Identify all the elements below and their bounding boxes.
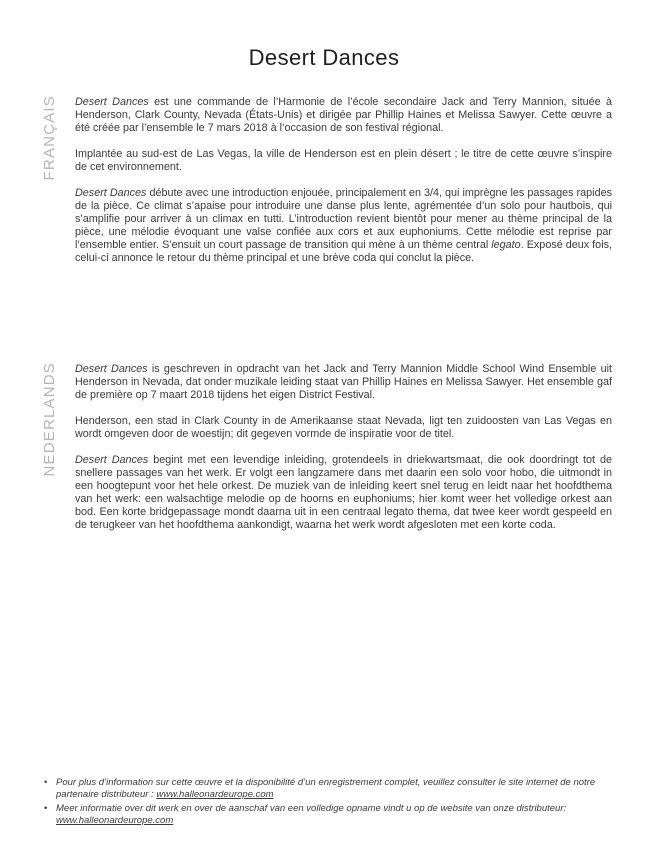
paragraph-fr-1: Desert Dances est une commande de l’Harmonie de l’école secondaire Jack and Terry Mannion, située à Henderson, Clark County, Nevada (États-Unis) et dirigée par Phillip Haines et Melissa Sawyer. Cette œuvre a été créée par l’ensemble le 7 mars 2018 à l’occasion de son festival régional. [75, 96, 612, 134]
distributor-link-nl[interactable]: www.halleonardeurope.com [56, 814, 174, 826]
footer-note-nl [42, 803, 614, 828]
footer-note-nl-text: Meer informatie over dit werk en over de aanschaf van een volledige opname vindt u op de website van onze distributeur: [56, 802, 567, 814]
paragraph-nl-1: Desert Dances is geschreven in opdracht van het Jack and Terry Mannion Middle School Wind Ensemble uit Henderson in Nevada, dat onder muzikale leiding staat van Phillip Haines en Melissa Sawyer. Het ensemble gaf de première op 7 maart 2018 tijdens het eigen District Festival. [75, 363, 612, 401]
footer-note-fr-text: Pour plus d’information sur cette œuvre et la disponibilité d’un enregistrement complet, veuillez consulter le site internet de notre partenaire distributeur : [56, 777, 596, 801]
paragraph-nl-3: Desert Dances begint met een levendige inleiding, grotendeels in driekwartsmaat, die ook doordringt tot de snellere passages van het werk. Er volgt een langzamere dans met daarin een solo voor hobo, die uitmondt in een hoogtepunt voor het hele orkest. De muziek van de inleiding keert snel terug en leidt naar het hoofdthema van het werk: een walsachtige melodie op de hoorns en euphoniums; hier komt weer het volledige orkest aan bod. Een korte bridgepassage mondt daarna uit in een centraal legato thema, dat twee keer wordt gespeeld en de terugkeer van het hoofdthema aankondigt, waarna het werk wordt afgesloten met een korte coda. [75, 454, 612, 531]
page-title: Desert Dances [248, 45, 400, 70]
paragraph-nl-2: Henderson, een stad in Clark County in de Amerikaanse staat Nevada, ligt ten zuidoosten van Las Vegas en wordt omgeven door de woestijn; dit gegeven vormde de inspiratie voor de titel. [75, 415, 612, 440]
language-label-francais: FRANÇAIS [41, 95, 58, 181]
bullet-icon: • [44, 802, 48, 814]
paragraph-fr-2: Implantée au sud-est de Las Vegas, la ville de Henderson est en plein désert ; le titre de cette œuvre s’inspire de cet environnement. [75, 148, 612, 173]
language-label-nederlands: NEDERLANDS [41, 362, 58, 477]
program-notes-content [41, 95, 612, 545]
section-nederlands [41, 362, 612, 532]
footer-note-fr [42, 777, 614, 802]
section-francais [41, 95, 612, 265]
page-footer [42, 777, 614, 828]
distributor-link-fr[interactable]: www.halleonardeurope.com [156, 789, 274, 801]
paragraph-fr-3: Desert Dances débute avec une introduction enjouée, principalement en 3/4, qui imprègne les passages rapides de la pièce. Ce climat s’apaise pour introduire une danse plus lente, agrémentée d’un solo pour hautbois, qui s’amplifie pour arriver à un climax en tutti. L’introduction revient bientôt pour mener au thème principal de la pièce, une mélodie évoquant une valse confiée aux cors et aux euphoniums. Cette mélodie est reprise par l’ensemble entier. S’ensuit un court passage de transition qui mène à un thème central legato. Exposé deux fois, celui-ci annonce le retour du thème principal et une brève coda qui conclut la pièce. [75, 187, 612, 264]
bullet-icon: • [44, 777, 48, 788]
